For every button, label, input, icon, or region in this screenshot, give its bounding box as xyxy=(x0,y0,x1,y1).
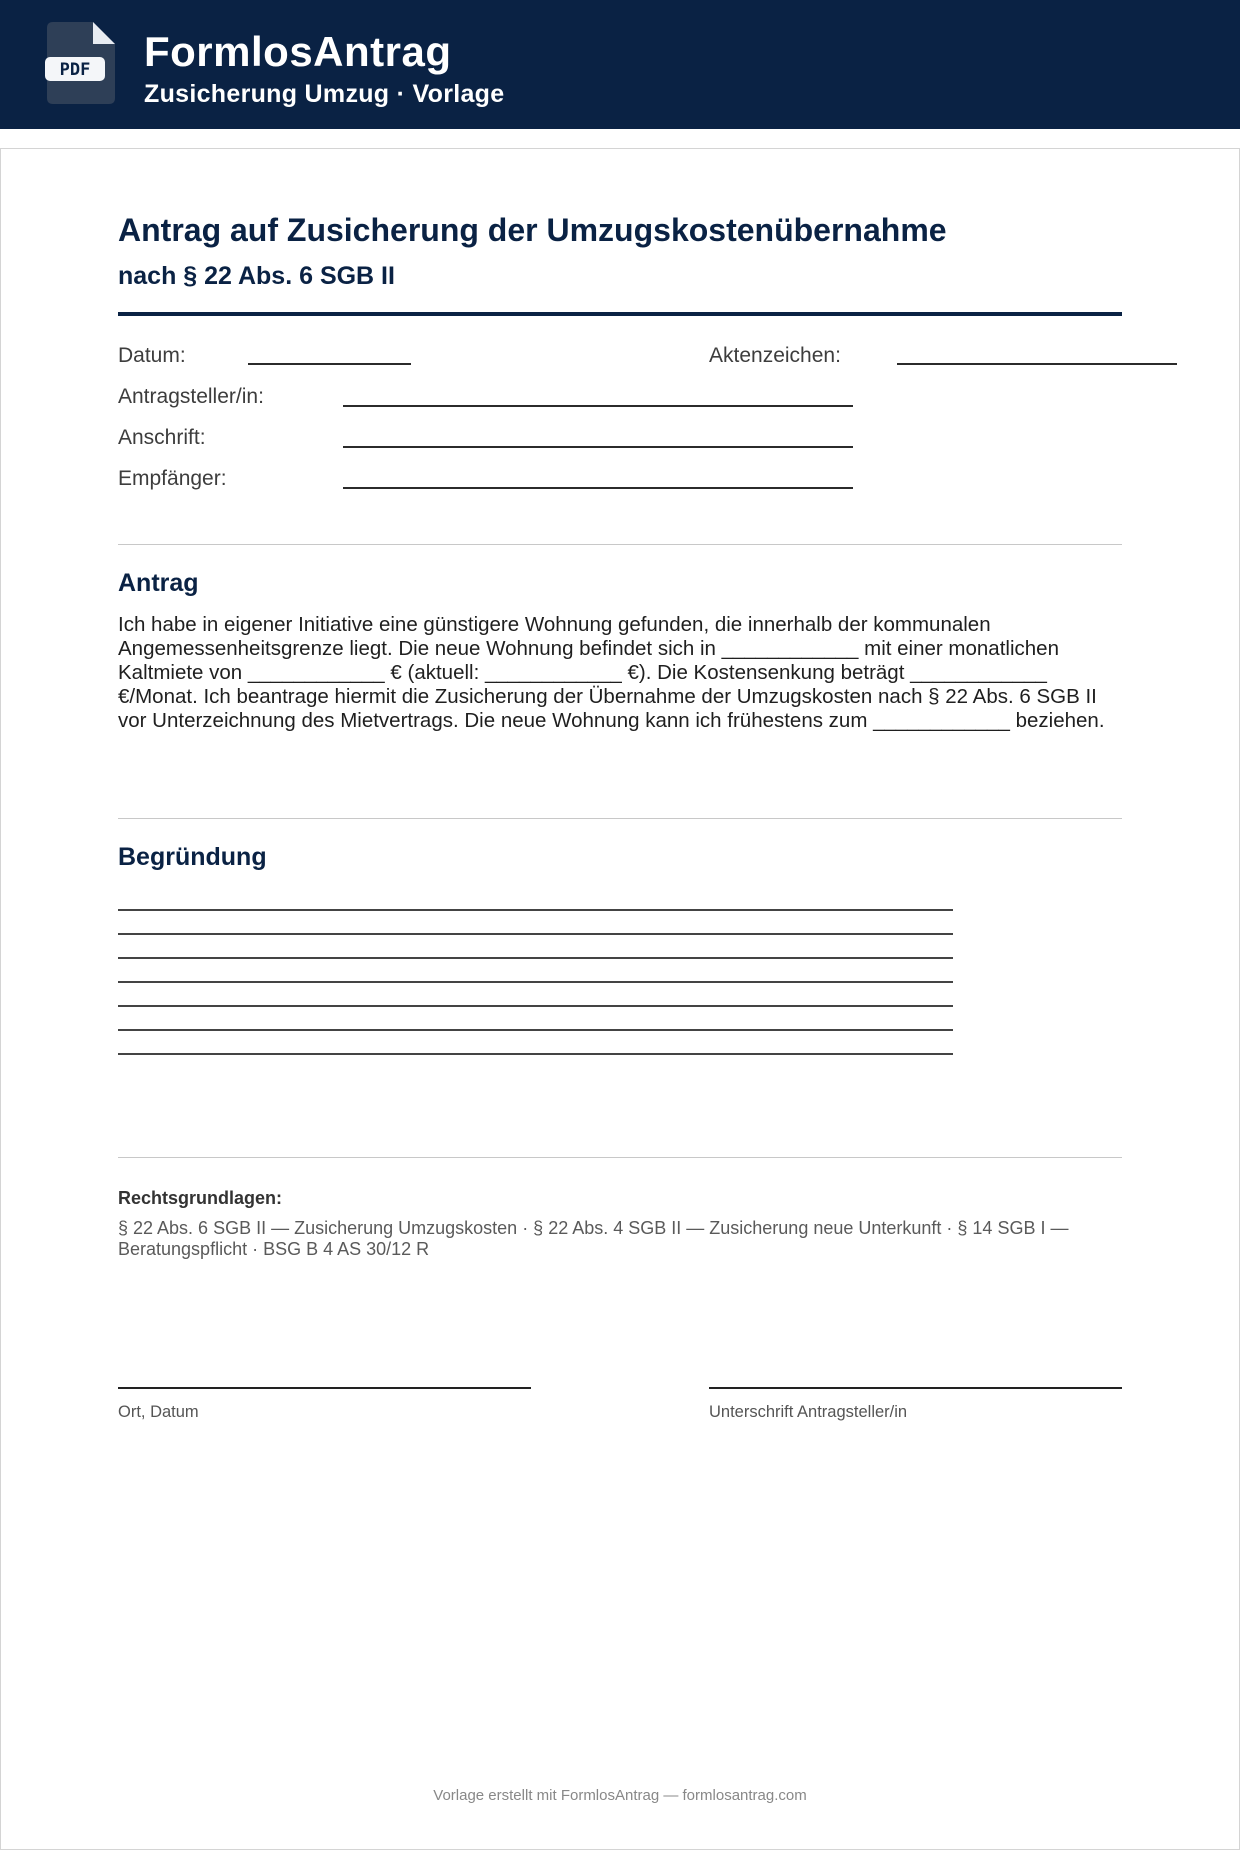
footer-note: Vorlage erstellt mit FormlosAntrag — formlosantrag.com xyxy=(433,1787,807,1804)
begruendung-write-line[interactable] xyxy=(118,1029,953,1031)
unterschrift-label: Unterschrift Antragsteller/in xyxy=(709,1403,908,1421)
aktenzeichen-field[interactable] xyxy=(897,363,1177,365)
app-subtitle: Zusicherung Umzug · Vorlage xyxy=(144,80,505,108)
app-name: FormlosAntrag xyxy=(144,28,452,75)
antrag-heading: Antrag xyxy=(118,569,199,597)
empfaenger-field[interactable] xyxy=(343,487,853,489)
begruendung-write-line[interactable] xyxy=(118,1005,953,1007)
document-subtitle: nach § 22 Abs. 6 SGB II xyxy=(118,262,395,290)
section-divider xyxy=(118,1157,1122,1158)
antrag-line: Kaltmiete von ____________ € (aktuell: ____________ €). Die Kostensenkung beträgt ____________ xyxy=(118,661,1047,684)
antragsteller-field[interactable] xyxy=(343,405,853,407)
antrag-line: €/Monat. Ich beantrage hiermit die Zusicherung der Übernahme der Umzugskosten nach § 22 Abs. 6 SGB II xyxy=(118,685,1097,708)
begruendung-write-line[interactable] xyxy=(118,933,953,935)
title-divider xyxy=(118,312,1122,316)
datum-label: Datum: xyxy=(118,344,186,367)
antrag-line: Angemessenheitsgrenze liegt. Die neue Wohnung befindet sich in ____________ mit einer monatlichen xyxy=(118,637,1059,660)
section-divider xyxy=(118,544,1122,545)
empfaenger-label: Empfänger: xyxy=(118,467,227,490)
antragsteller-label: Antragsteller/in: xyxy=(118,385,264,408)
rechtsgrundlagen-line: § 22 Abs. 6 SGB II — Zusicherung Umzugskosten · § 22 Abs. 4 SGB II — Zusicherung neue Unterkunft · § 14 SGB I — xyxy=(118,1218,1069,1238)
begruendung-write-line[interactable] xyxy=(118,957,953,959)
begruendung-write-line[interactable] xyxy=(118,909,953,911)
begruendung-write-line[interactable] xyxy=(118,981,953,983)
antrag-text xyxy=(118,613,1128,733)
anschrift-label: Anschrift: xyxy=(118,426,206,449)
begruendung-write-line[interactable] xyxy=(118,1053,953,1055)
antrag-line: Ich habe in eigener Initiative eine günstigere Wohnung gefunden, die innerhalb der kommunalen xyxy=(118,613,991,636)
rechtsgrundlagen-line: Beratungspflicht · BSG B 4 AS 30/12 R xyxy=(118,1239,430,1259)
rechtsgrundlagen-text xyxy=(118,1218,1128,1260)
begruendung-heading: Begründung xyxy=(118,843,267,871)
unterschrift-signature-line[interactable] xyxy=(709,1387,1122,1389)
app-header xyxy=(0,0,1240,129)
svg-text:PDF: PDF xyxy=(59,60,91,80)
anschrift-field[interactable] xyxy=(343,446,853,448)
aktenzeichen-label: Aktenzeichen: xyxy=(709,344,841,367)
datum-field[interactable] xyxy=(248,363,411,365)
rechtsgrundlagen-heading: Rechtsgrundlagen: xyxy=(118,1188,283,1208)
document-title: Antrag auf Zusicherung der Umzugskostenübernahme xyxy=(118,212,947,248)
pdf-file-icon xyxy=(45,22,117,104)
section-divider xyxy=(118,818,1122,819)
ort-datum-signature-line[interactable] xyxy=(118,1387,531,1389)
ort-datum-label: Ort, Datum xyxy=(118,1403,199,1421)
antrag-line: vor Unterzeichnung des Mietvertrags. Die neue Wohnung kann ich frühestens zum ____________ beziehen. xyxy=(118,709,1105,732)
